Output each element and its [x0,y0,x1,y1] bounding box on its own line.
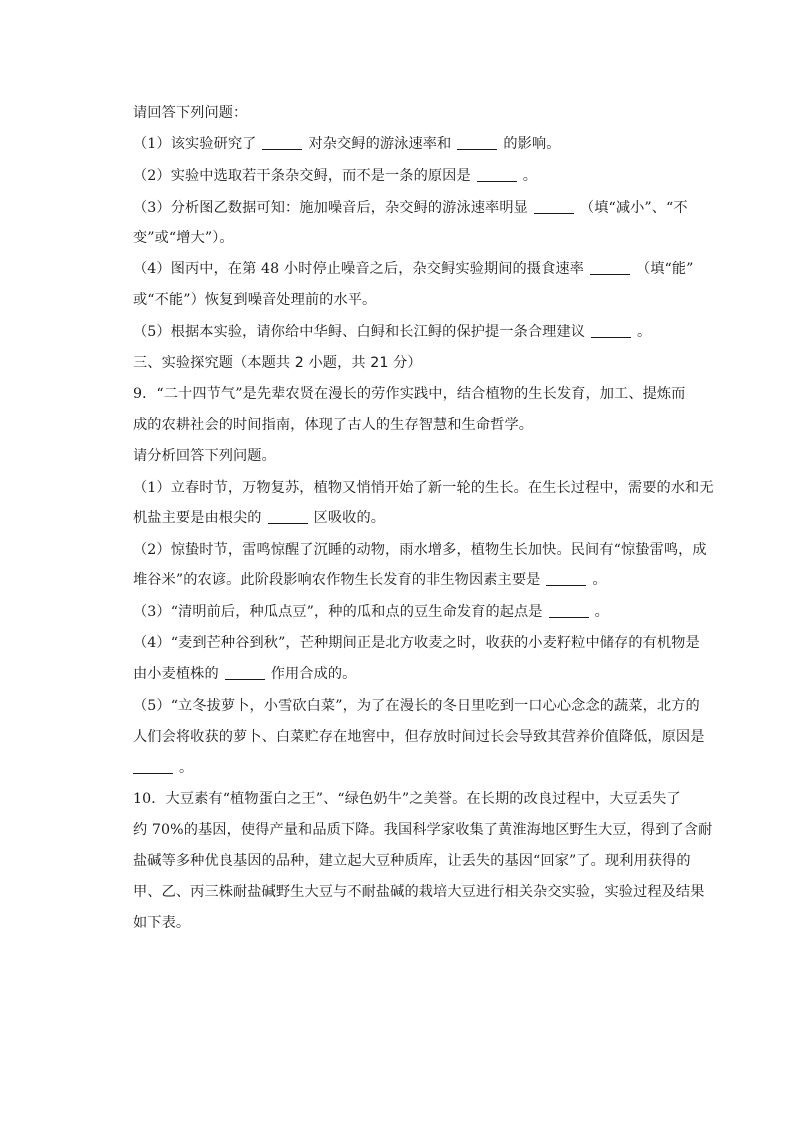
intro-text: 请回答下列问题： [133,105,248,121]
answer-blank[interactable] [549,603,589,618]
q10-stem-line1: 10．大豆素有“植物蛋白之王”、“绿色奶牛”之美誉。在长期的改良过程中，大豆丢失了 [133,791,681,807]
q8-part3-text-a: （3）分析图乙数据可知：施加噪音后，杂交鲟的游泳速率明显 [133,200,528,216]
q8-part1 [133,134,560,154]
q9-part3-text-a: （3）“清明前后，种瓜点豆”，种的瓜和点的豆生命发育的起点是 [133,604,543,620]
q8-part4-text-b: （填“能” [635,261,694,277]
q8-part4-text-a: （4）图丙中，在第 48 小时停止噪音之后，杂交鲟实验期间的摄食速率 [133,261,584,277]
q8-part3-text-b: （填“减小”、“不 [579,200,688,216]
answer-blank[interactable] [225,665,265,680]
q9-part2-text-b: 堆谷米”的农谚。此阶段影响农作物生长发育的非生物因素主要是 [133,572,541,588]
q8-part1-text-c: 的影响。 [503,136,561,152]
q9-part4-text-b: 由小麦植株的 [133,666,219,682]
answer-blank[interactable] [477,167,517,182]
q8-part5 [133,322,651,342]
q9-part5-text-c: 。 [179,760,194,776]
q9-part5-line3 [133,758,193,778]
answer-blank[interactable] [268,509,308,524]
q9-stem-line1: 9．“二十四节气”是先辈农贤在漫长的劳作实践中，结合植物的生长发育，加工、提炼而 [133,386,686,402]
q10-stem-line5: 如下表。 [133,915,191,931]
q8-part3 [133,198,688,218]
q8-part5-text-b: 。 [637,324,652,340]
q9-stem-line2: 成的农耕社会的时间指南，体现了古人的生存智慧和生命哲学。 [133,417,534,433]
q10-stem-line3: 盐碱等多种优良基因的品种，建立起大豆种质库，让丢失的基因“回家”了。现利用获得的 [133,853,691,869]
q9-part1-line1: （1）立春时节，万物复苏，植物又悄悄开始了新一轮的生长。在生长过程中，需要的水和无 [133,480,714,496]
q10-stem-line4: 甲、乙、丙三株耐盐碱野生大豆与不耐盐碱的栽培大豆进行相关杂交实验，实验过程及结果 [133,884,705,900]
q9-part3-text-b: 。 [594,604,609,620]
q9-part4-line2 [133,664,356,684]
q8-part1-text-b: 对杂交鲟的游泳速率和 [308,136,452,152]
answer-blank[interactable] [457,135,497,150]
q9-part2-text-c: 。 [592,572,607,588]
answer-blank[interactable] [591,323,631,338]
q10-stem-line2: 约 70%的基因，使得产量和品质下降。我国科学家收集了黄淮海地区野生大豆，得到了含耐 [133,822,713,838]
answer-blank[interactable] [590,260,630,275]
answer-blank[interactable] [133,759,173,774]
q9-instruction: 请分析回答下列问题。 [133,448,276,464]
q8-part1-text-a: （1）该实验研究了 [133,136,257,152]
q8-part3-cont: 变”或“增大”）。 [133,230,234,246]
answer-blank[interactable] [546,571,586,586]
q8-part4 [133,259,694,279]
q8-part2-text-a: （2）实验中选取若干条杂交鲟，而不是一条的原因是 [133,168,471,184]
q9-part3 [133,602,609,622]
q8-part2 [133,166,537,186]
answer-blank[interactable] [534,199,574,214]
q8-part4-cont: 或“不能”）恢复到噪音处理前的水平。 [133,292,377,308]
q9-part5-line1: （5）“立冬拔萝卜，小雪砍白菜”，为了在漫长的冬日里吃到一口心心念念的蔬菜，北方的 [133,698,700,714]
q8-part5-text-a: （5）根据本实验，请你给中华鲟、白鲟和长江鲟的保护提一条合理建议 [133,324,586,340]
q8-part2-text-b: 。 [522,168,538,184]
q9-part1-text-b: 机盐主要是由根尖的 [133,510,262,526]
q9-part4-text-c: 作用合成的。 [270,666,357,682]
q9-part1-text-c: 区吸收的。 [313,510,386,526]
q9-part2-line2 [133,570,607,590]
q9-part4-line1: （4）“麦到芒种谷到秋”，芒种期间正是北方收麦之时，收获的小麦籽粒中储存的有机物是 [133,635,700,651]
answer-blank[interactable] [262,135,302,150]
q9-part5-line2: 人们会将收获的萝卜、白菜贮存在地窖中，但存放时间过长会导致其营养价值降低，原因是 [133,729,705,745]
section-heading: 三、实验探究题（本题共 2 小题，共 21 分） [133,355,422,371]
q9-part2-line1: （2）惊蛰时节，雷鸣惊醒了沉睡的动物，雨水增多，植物生长加快。民间有“惊蛰雷鸣，成 [133,542,707,558]
q9-part1-line2 [133,508,385,528]
